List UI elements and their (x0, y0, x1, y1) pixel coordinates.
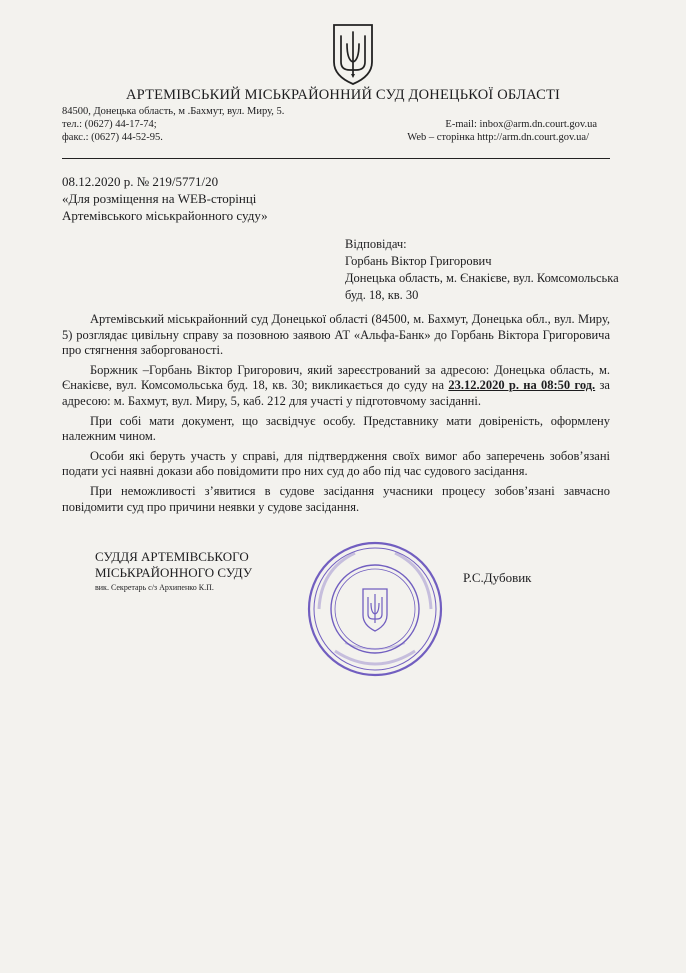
addressee-address: Донецька область, м. Єнакієве, вул. Комсомольська (345, 271, 619, 285)
header-divider (62, 158, 610, 159)
purpose-line: «Для розміщення на WEB-сторінці (62, 191, 257, 206)
trident-icon (330, 22, 376, 86)
judge-title: СУДДЯ АРТЕМІВСЬКОГО МІСЬКРАЙОННОГО СУДУ (95, 549, 253, 580)
court-website: Web – сторінка http://arm.dn.court.gov.ua/ (407, 132, 589, 143)
paragraph-case: Артемівський міськрайонний суд Донецької області (84500, м. Бахмут, Донецька обл., вул. Миру, 5) розглядає цивільну справу за позовною заявою АТ «Альфа-Банк» до Горбань Віктора Григоровича про стягнення заборгованості. (62, 312, 610, 358)
court-fax: факс.: (0627) 44-52-95. (62, 132, 163, 143)
addressee-address: буд. 18, кв. 30 (345, 288, 419, 302)
paragraph-summons: Боржник –Горбань Віктор Григорович, який зареєстрований за адресою: Донецька область, м. Єнакієве, вул. Комсомольська буд. 18, кв. 30; викликається до суду на 23.12.2020 р. на 08:50 год. за адресою: м. Бахмут, вул. Миру, 5, каб. 212 для участі у підготовчому засіданні. (62, 362, 610, 408)
addressee-name: Горбань Віктор Григорович (345, 254, 492, 268)
addressee-block (345, 236, 619, 304)
paragraph-evidence: Особи які беруть участь у справі, для підтвердження своїх вимог або заперечень зобов’язані подати усі наявні докази або повідомити про них суд до або під час судового засідання. (62, 448, 610, 479)
paragraph-absence: При неможливості з’явитися в судове засідання учасники процесу зобов’язані завчасно повідомити суд про причини неявки у судове засідання. (62, 483, 610, 514)
court-name: АРТЕМІВСЬКИЙ МІСЬКРАЙОННИЙ СУД ДОНЕЦЬКОЇ ОБЛАСТІ (125, 87, 561, 103)
purpose-line: Артемівського міськрайонного суду» (62, 208, 268, 223)
court-email: E-mail: inbox@arm.dn.court.gov.ua (445, 119, 597, 130)
secretary-note: вик. Секретарь с/з Архипенко К.П. (95, 583, 214, 592)
summons-body (62, 312, 610, 519)
date-number: 08.12.2020 р. № 219/5771/20 (62, 174, 219, 189)
paragraph-documents: При собі мати документ, що засвідчує особу. Представнику мати довіреність, оформлену належним чином. (62, 413, 610, 444)
court-seal (305, 539, 445, 679)
court-address: 84500, Донецька область, м .Бахмут, вул. Миру, 5. (62, 106, 285, 117)
outgoing-reference (62, 173, 268, 224)
court-phone: тел.: (0627) 44-17-74; (62, 119, 157, 130)
hearing-datetime: 23.12.2020 р. на 08:50 год. (448, 378, 596, 393)
judge-name: Р.С.Дубовик (463, 570, 532, 585)
addressee-role: Відповідач: (345, 237, 407, 251)
